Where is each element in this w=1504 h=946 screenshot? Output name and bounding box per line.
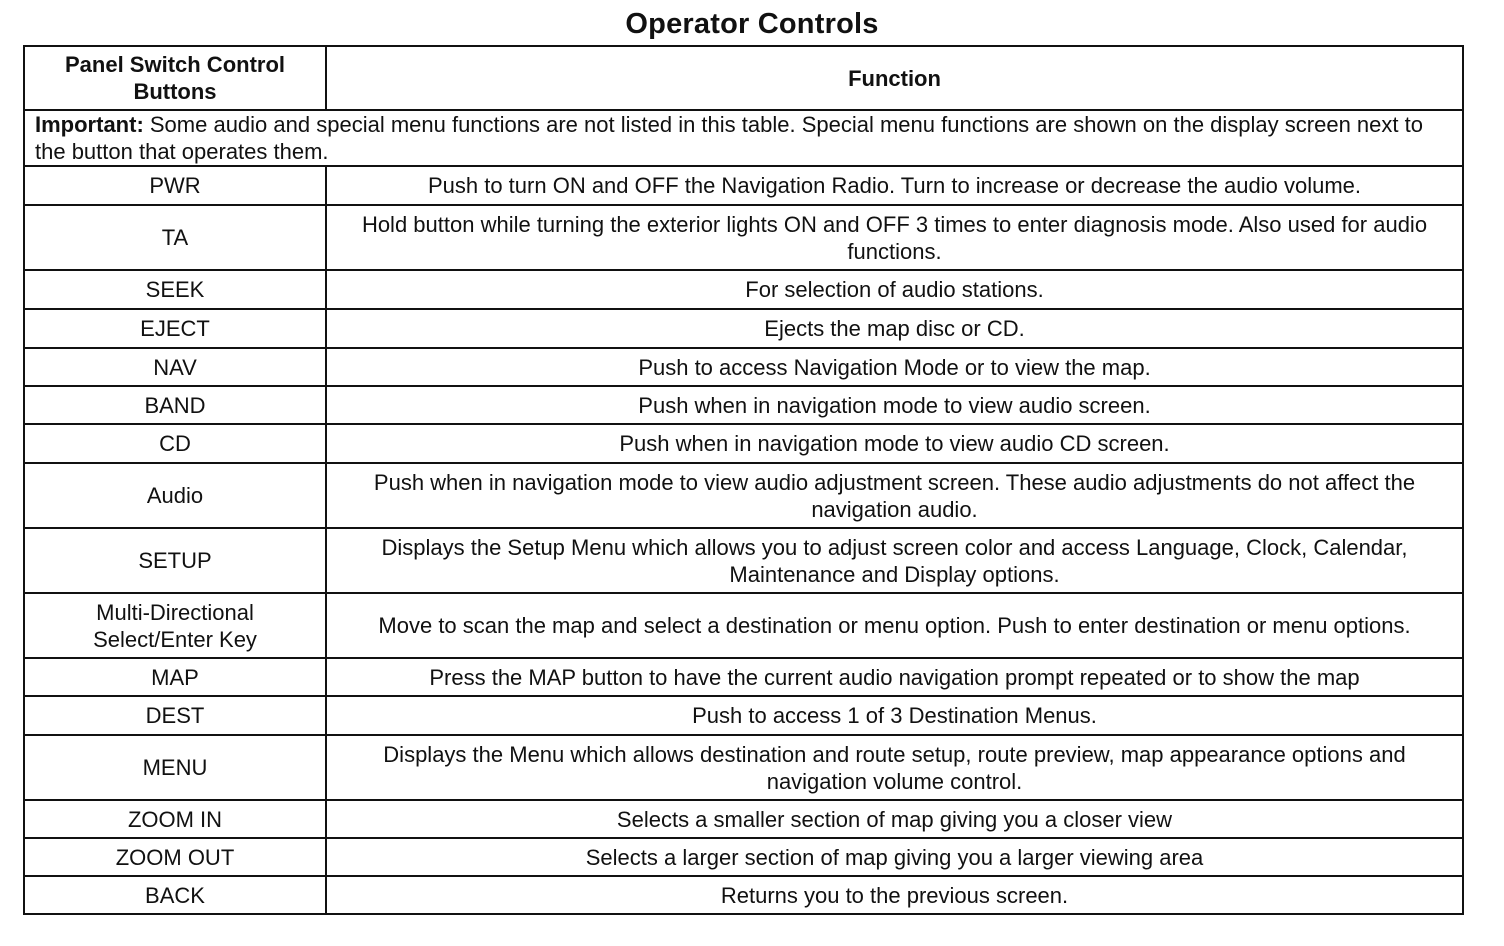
function-cell: Displays the Menu which allows destination and route setup, route preview, map appearance options and navigation volume control. [326, 735, 1463, 800]
function-cell: Press the MAP button to have the current audio navigation prompt repeated or to show the map [326, 658, 1463, 696]
table-row [24, 424, 1463, 463]
function-cell: Push when in navigation mode to view audio adjustment screen. These audio adjustments do not affect the navigation audio. [326, 463, 1463, 528]
table-row [24, 309, 1463, 348]
function-cell: Hold button while turning the exterior lights ON and OFF 3 times to enter diagnosis mode. Also used for audio functions. [326, 205, 1463, 270]
button-cell: Audio [24, 463, 326, 528]
function-cell: For selection of audio stations. [326, 270, 1463, 309]
important-note-row [24, 110, 1463, 166]
table-row [24, 166, 1463, 205]
table-row [24, 735, 1463, 800]
button-cell: ZOOM IN [24, 800, 326, 838]
function-cell: Push when in navigation mode to view audio screen. [326, 386, 1463, 424]
button-cell: MAP [24, 658, 326, 696]
page-title: Operator Controls [625, 8, 879, 40]
function-cell: Push to turn ON and OFF the Navigation Radio. Turn to increase or decrease the audio volume. [326, 166, 1463, 205]
table-row [24, 463, 1463, 528]
important-note-label: Important: [35, 112, 144, 137]
table-row [24, 205, 1463, 270]
table-row [24, 838, 1463, 876]
function-cell: Push to access 1 of 3 Destination Menus. [326, 696, 1463, 735]
button-cell: BACK [24, 876, 326, 914]
button-cell: PWR [24, 166, 326, 205]
button-cell: TA [24, 205, 326, 270]
function-cell: Push to access Navigation Mode or to view the map. [326, 348, 1463, 386]
table-row [24, 696, 1463, 735]
table-header-row [24, 46, 1463, 110]
button-cell: SETUP [24, 528, 326, 593]
button-cell: BAND [24, 386, 326, 424]
button-cell: NAV [24, 348, 326, 386]
button-cell: EJECT [24, 309, 326, 348]
function-cell: Ejects the map disc or CD. [326, 309, 1463, 348]
important-note [24, 110, 1463, 166]
function-cell: Selects a larger section of map giving you a larger viewing area [326, 838, 1463, 876]
function-cell: Push when in navigation mode to view audio CD screen. [326, 424, 1463, 463]
function-cell: Returns you to the previous screen. [326, 876, 1463, 914]
table-row [24, 386, 1463, 424]
column-header-switch: Panel Switch Control Buttons [24, 46, 326, 110]
table-row [24, 593, 1463, 658]
function-cell: Displays the Setup Menu which allows you to adjust screen color and access Language, Clock, Calendar, Maintenance and Display options. [326, 528, 1463, 593]
table-row [24, 800, 1463, 838]
button-cell: MENU [24, 735, 326, 800]
button-cell: Multi-Directional Select/Enter Key [24, 593, 326, 658]
function-cell: Selects a smaller section of map giving you a closer view [326, 800, 1463, 838]
operator-controls-table [23, 45, 1464, 915]
button-cell: DEST [24, 696, 326, 735]
column-header-function: Function [326, 46, 1463, 110]
table-row [24, 876, 1463, 914]
button-cell: ZOOM OUT [24, 838, 326, 876]
table-row [24, 528, 1463, 593]
table-row [24, 658, 1463, 696]
table-row [24, 348, 1463, 386]
button-cell: SEEK [24, 270, 326, 309]
table-row [24, 270, 1463, 309]
function-cell: Move to scan the map and select a destination or menu option. Push to enter destination or menu options. [326, 593, 1463, 658]
button-cell: CD [24, 424, 326, 463]
important-note-text: Some audio and special menu functions are not listed in this table. Special menu functions are shown on the display screen next to the button that operates them. [35, 112, 1423, 164]
